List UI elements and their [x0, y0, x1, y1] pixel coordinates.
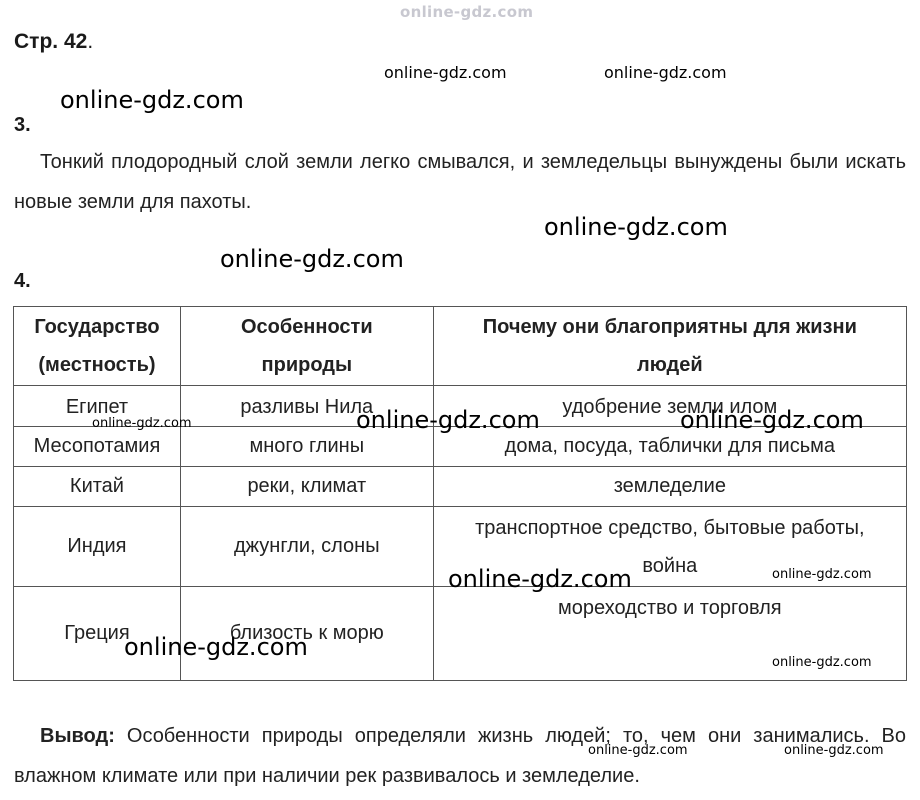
- cell-nature: реки, климат: [180, 467, 433, 507]
- cell-why: дома, посуда, таблички для письма: [433, 427, 906, 467]
- header-why-line2: людей: [637, 354, 703, 376]
- cell-nature: много глины: [180, 427, 433, 467]
- cell-why-line1: транспортное средство, бытовые работы,: [475, 517, 865, 539]
- watermark-top: online-gdz.com: [400, 3, 534, 21]
- header-why: [433, 307, 906, 386]
- watermark: online-gdz.com: [448, 565, 632, 593]
- conclusion-label: Вывод:: [40, 725, 115, 747]
- watermark: online-gdz.com: [124, 633, 308, 661]
- header-nature-line2: природы: [261, 354, 353, 376]
- cell-state: Греция: [14, 587, 181, 681]
- watermark: online-gdz.com: [604, 63, 727, 82]
- page-reference-label: Стр. 42: [14, 30, 88, 53]
- cell-state: Египет: [14, 386, 181, 427]
- header-why-line1: Почему они благоприятны для жизни: [482, 316, 857, 338]
- watermark: online-gdz.com: [60, 86, 244, 114]
- cell-nature: близость к морю: [180, 587, 433, 681]
- conclusion-paragraph: [14, 716, 906, 796]
- header-nature-line1: Особенности: [240, 316, 373, 338]
- task-3-number: 3.: [14, 114, 31, 136]
- watermark: online-gdz.com: [220, 245, 404, 273]
- cell-nature: разливы Нила: [180, 386, 433, 427]
- cell-state: Китай: [14, 467, 181, 507]
- watermark: online-gdz.com: [384, 63, 507, 82]
- header-state-line2: (местность): [38, 354, 156, 376]
- cell-why: мореходство и торговля: [433, 587, 906, 681]
- cell-state: Индия: [14, 507, 181, 587]
- watermark: online-gdz.com: [92, 416, 192, 431]
- watermark: online-gdz.com: [772, 655, 872, 670]
- task-3-paragraph: [14, 142, 906, 222]
- page-reference: [14, 30, 93, 54]
- watermark: online-gdz.com: [772, 567, 872, 582]
- conclusion-text: Особенности природы определяли жизнь людей; то, чем они занимались. Во влажном климате или при наличии рек развивалось и земледелие.: [14, 725, 906, 787]
- watermark: online-gdz.com: [544, 213, 728, 241]
- cell-why: удобрение земли илом: [433, 386, 906, 427]
- watermark: online-gdz.com: [356, 406, 540, 434]
- watermark: online-gdz.com: [680, 406, 864, 434]
- task-4-number: 4.: [14, 270, 31, 292]
- watermark: online-gdz.com: [784, 743, 884, 758]
- table-row: [14, 467, 907, 507]
- header-state-line1: Государство: [34, 316, 160, 338]
- nature-table: [13, 306, 907, 681]
- cell-state: Месопотамия: [14, 427, 181, 467]
- cell-why: земледелие: [433, 467, 906, 507]
- table-header-row: [14, 307, 907, 386]
- page-reference-dot: .: [87, 30, 94, 53]
- header-nature: [180, 307, 433, 386]
- cell-why-line2: война: [642, 555, 698, 577]
- header-state: [14, 307, 181, 386]
- watermark: online-gdz.com: [588, 743, 688, 758]
- cell-nature: джунгли, слоны: [180, 507, 433, 587]
- task-3-text: Тонкий плодородный слой земли легко смывался, и земледельцы вынуждены были искать новые земли для пахоты.: [14, 151, 906, 213]
